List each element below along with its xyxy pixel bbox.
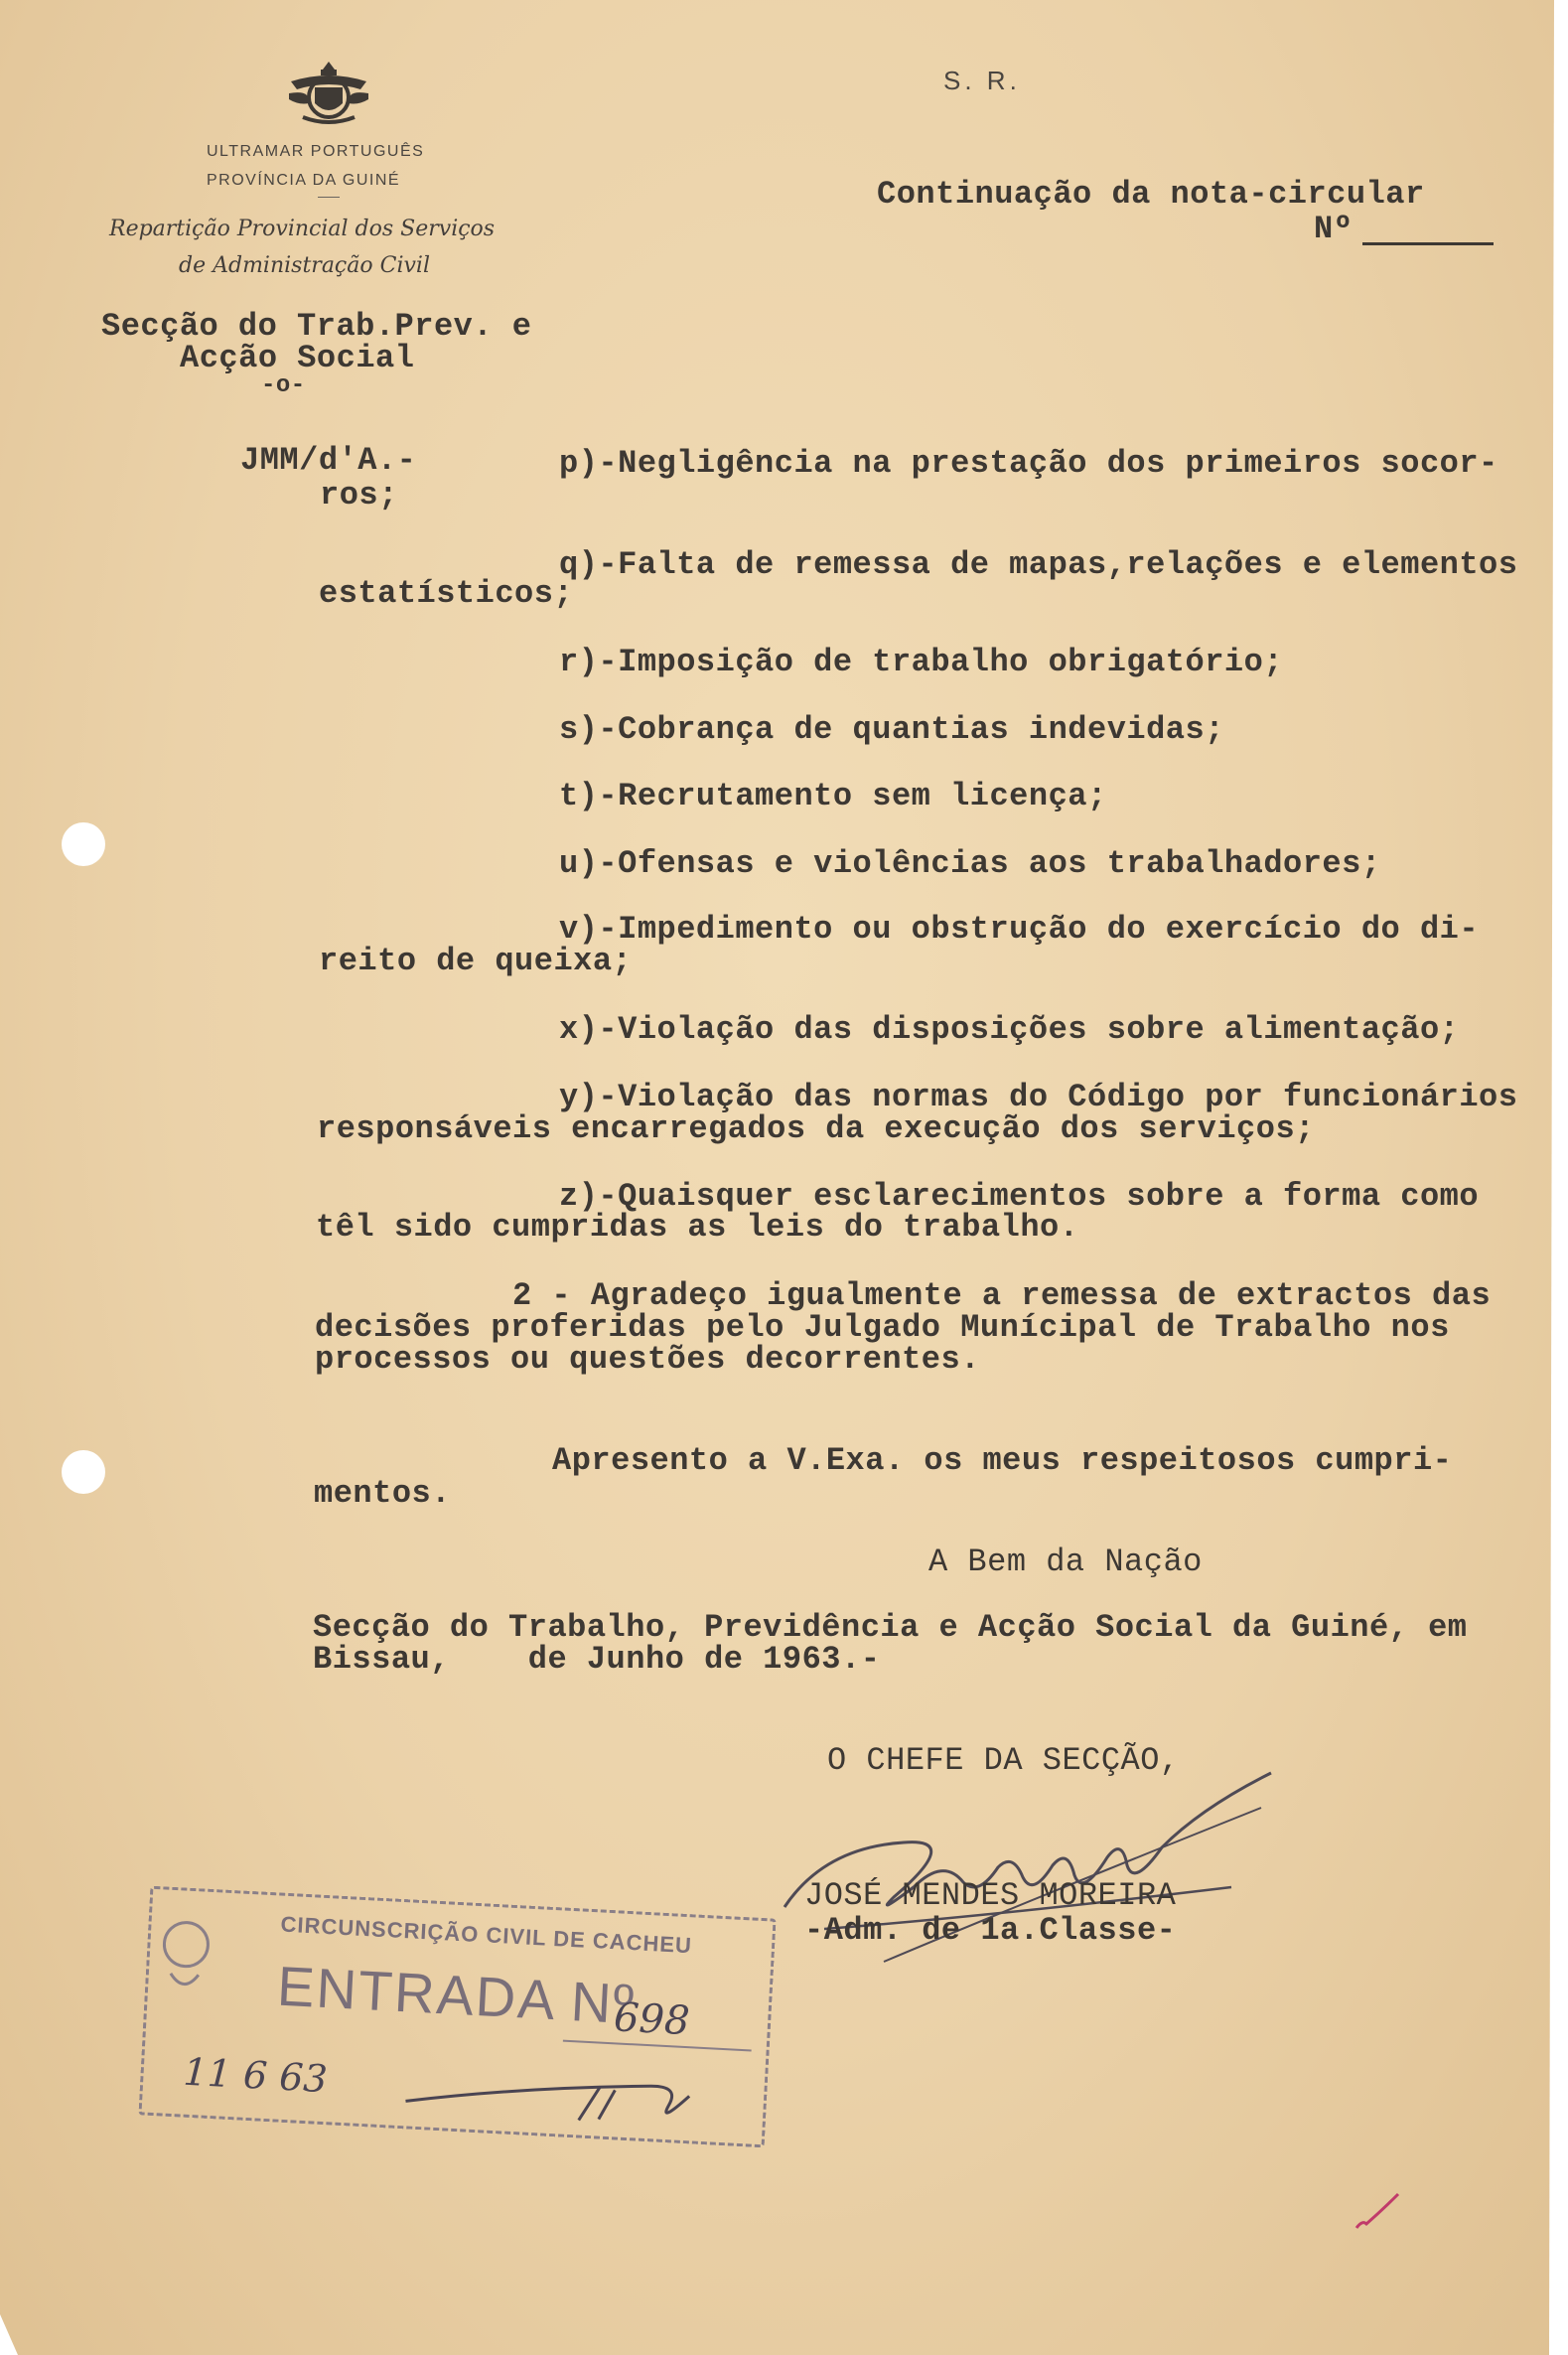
item-y-line1: y)-Violação das normas do Código por funcionários [559,1079,1518,1115]
letterhead-line4: de Administração Civil [179,253,430,278]
sr-mark: S. R. [943,66,1021,95]
punch-hole-bottom [62,1450,105,1494]
item-q-line2: estatísticos; [319,575,574,612]
closing-place-line2: Bissau, de Junho de 1963.- [313,1641,881,1678]
continuation-title: Continuação da nota-circular [877,176,1425,213]
closing-place-line1: Secção do Trabalho, Previdência e Acção Social da Guiné, em [313,1609,1468,1646]
item-q-line1: q)-Falta de remessa de mapas,relações e elementos [559,546,1518,583]
item-x: x)-Violação das disposições sobre alimentação; [559,1011,1460,1048]
letterhead-rule [318,197,340,198]
punch-hole-top [62,822,105,866]
para2-line1: 2 - Agradeço igualmente a remessa de extractos das [512,1277,1492,1314]
section-line2: Acção Social [180,340,415,376]
item-v-line2: reito de queixa; [319,943,633,979]
letterhead-line1: ULTRAMAR PORTUGUÊS [207,143,425,160]
item-p-line1: p)-Negligência na prestação dos primeiros socor- [559,445,1498,482]
letterhead-line2: PROVÍNCIA DA GUINÉ [207,172,401,189]
item-z-line1: z)-Quaisquer esclarecimentos sobre a forma como [559,1178,1480,1215]
stamp-entrada: ENTRADA Nº [275,1954,638,2036]
section-line3: -o- [261,372,306,399]
para2-line3: processos ou questões decorrentes. [315,1341,980,1378]
closing-motto: A Bem da Nação [928,1544,1203,1580]
entry-stamp [138,1886,776,2148]
signatory-name: JOSÉ MENDES MOREIRA [804,1877,1177,1914]
item-z-line2: têl sido cumpridas as leis do trabalho. [316,1209,1079,1246]
item-s: s)-Cobrança de quantias indevidas; [559,711,1224,748]
item-t: t)-Recrutamento sem licença; [559,778,1107,814]
reference-code: JMM/d'A.- [240,442,417,479]
stamp-emblem-icon [155,1903,215,2005]
item-p-line2: ros; [320,477,398,514]
para2-line2: decisões proferidas pelo Julgado Munícipal de Trabalho nos [315,1309,1450,1346]
item-u: u)-Ofensas e violências aos trabalhadores; [559,845,1381,882]
item-y-line2: responsáveis encarregados da execução dos serviços; [317,1110,1315,1147]
signature-title: O CHEFE DA SECÇÃO, [827,1742,1180,1779]
number-label: Nº [1314,211,1354,247]
coat-of-arms-icon [281,60,376,129]
stamp-initials [399,2051,720,2137]
closing-line1: Apresento a V.Exa. os meus respeitosos cumpri- [552,1442,1453,1479]
stamp-number: 698 [612,1994,691,2045]
signatory-rank: -Adm. de 1a.Classe- [804,1912,1177,1949]
letterhead-line3: Repartição Provincial dos Serviços [109,217,496,241]
check-mark-icon [1353,2190,1402,2235]
item-v-line1: v)-Impedimento ou obstrução do exercício do di- [559,911,1480,948]
item-r: r)-Imposição de trabalho obrigatório; [559,644,1284,680]
stamp-header: CIRCUNSCRIÇÃO CIVIL DE CACHEU [279,1911,693,1959]
stamp-date: 11 6 63 [182,2049,329,2102]
closing-line2: mentos. [314,1475,451,1512]
number-blank-line [1362,242,1494,245]
section-line1: Secção do Trab.Prev. e [101,308,532,345]
